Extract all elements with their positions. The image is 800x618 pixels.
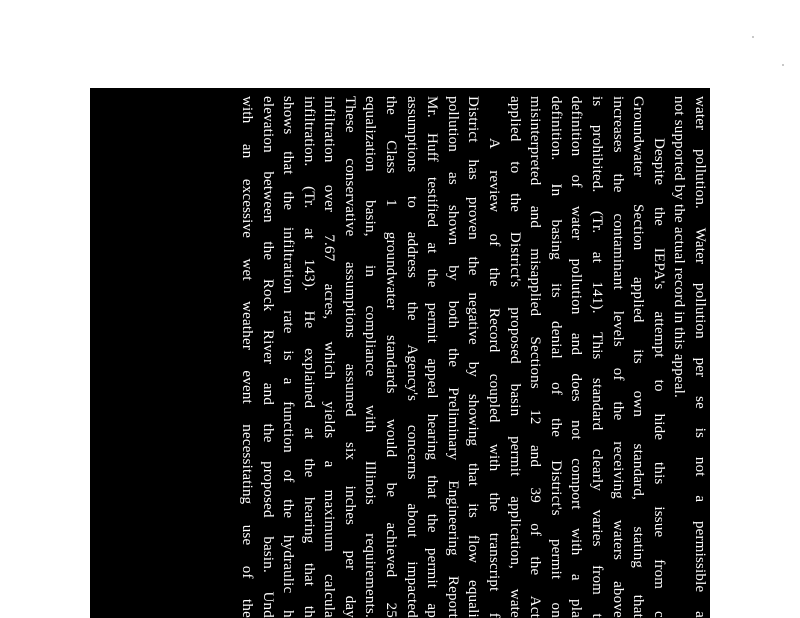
document-line: pollution as shown by both the Preliminary Engineering Report: [444, 96, 461, 618]
document-line: infiltration. (Tr. at 143). He explained at the hearing that th: [300, 96, 317, 618]
scanned-document-page: [90, 88, 710, 618]
document-text-block: [90, 88, 710, 618]
document-line: shows that the infiltration rate is a function of the hydraulic h: [280, 96, 297, 618]
document-line: Mr. Huff testified at the permit appeal hearing that the permit ap: [424, 96, 441, 618]
scan-margin: [0, 0, 24, 618]
document-line: applied to the District's proposed basin permit application, wate: [506, 96, 523, 618]
scan-speck: [782, 64, 784, 66]
document-line: definition. In basing its denial of the District's permit on: [547, 96, 564, 618]
document-line: These conservative assumptions assumed six inches per day: [341, 96, 358, 618]
document-line: assumptions to address the Agency's concerns about impacted: [403, 96, 420, 618]
document-line: elevation between the Rock River and the proposed basin. Und: [259, 96, 276, 618]
document-line: Groundwater Section applied its own standard, stating that: [630, 96, 647, 618]
document-line: District has proven the negative by showing that its flow equali: [465, 96, 482, 618]
document-line: A review of the Record coupled with the transcript f: [486, 138, 503, 618]
scan-speck: [752, 36, 754, 38]
document-line: infiltration over 7.67 acres, which yields a maximum calcula: [321, 96, 338, 618]
document-line: Despite the IEPA's attempt to hide this issue from c: [650, 138, 667, 618]
document-line: water pollution. Water pollution per se is not a permissible a: [692, 96, 708, 618]
document-line: misinterpreted and misapplied Sections 12 and 39 of the Act: [527, 96, 544, 618]
document-line: with an excessive wet weather event necessitating use of the: [238, 96, 255, 618]
document-line: the Class 1 groundwater standards would be achieved 25: [383, 96, 400, 618]
document-line: is prohibited. (Tr. at 141). This standard clearly varies from t: [589, 96, 606, 618]
document-line: increases the contaminant levels of the receiving waters above: [609, 96, 626, 618]
document-line: equalization basin, in compliance with Illinois requirements.: [362, 96, 379, 618]
document-line: not supported by the actual record in this appeal.: [671, 96, 688, 398]
document-line: definition of water pollution and does not comport with a pla: [568, 96, 585, 618]
